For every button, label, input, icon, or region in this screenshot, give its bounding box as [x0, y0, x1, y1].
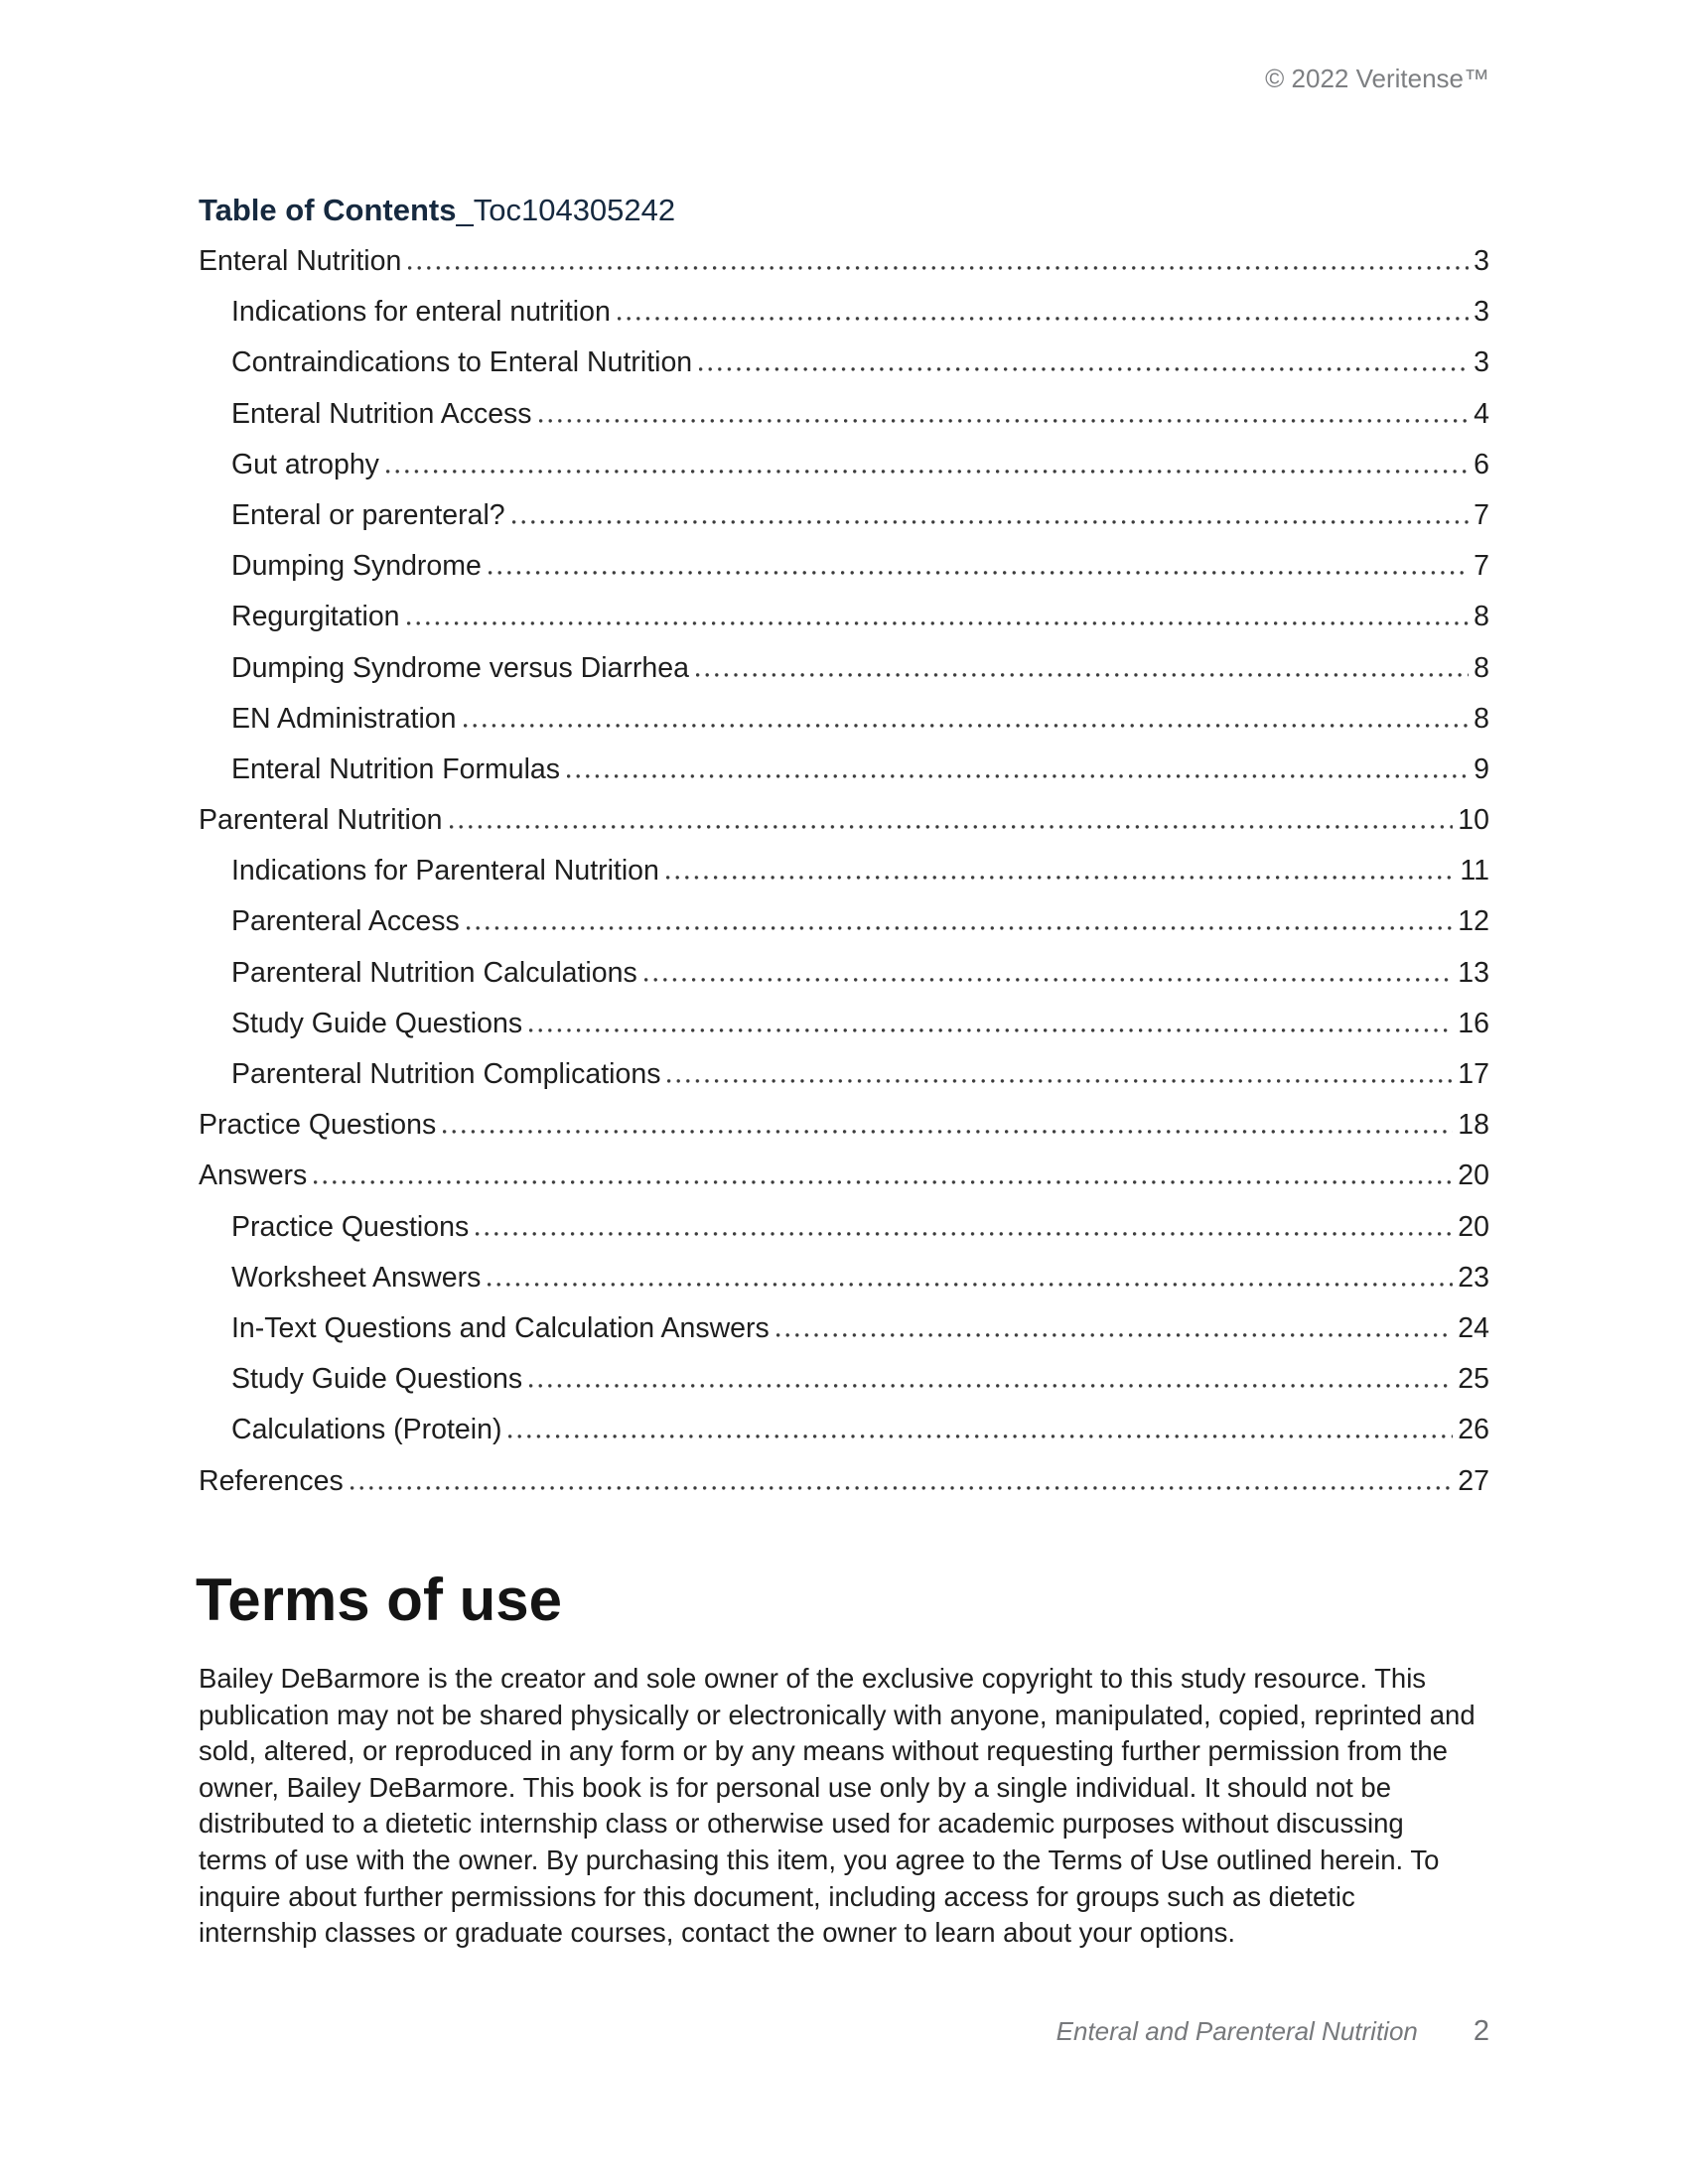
terms-paragraph-line: Bailey DeBarmore is the creator and sole owner of the exclusive copyright to this study resource. This: [199, 1663, 1427, 1694]
toc-entry[interactable]: [199, 854, 1489, 904]
terms-paragraph-line: internship classes or graduate courses, contact the owner to learn about your options.: [199, 1917, 1236, 1949]
toc-entry-page: 16: [1458, 1007, 1489, 1039]
toc-dot-leader: [386, 448, 1469, 474]
toc-entry-label: Calculations (Protein): [231, 1414, 502, 1446]
toc-entry-label: Practice Questions: [231, 1210, 470, 1243]
toc-entry-page: 27: [1458, 1464, 1489, 1497]
table-of-contents: [199, 244, 1489, 1515]
toc-entry-page: 8: [1474, 651, 1489, 684]
toc-dot-leader: [351, 1464, 1454, 1490]
toc-entry-page: 3: [1474, 296, 1489, 329]
toc-entry-label: Gut atrophy: [231, 448, 379, 480]
toc-entry-label: Indications for enteral nutrition: [231, 296, 611, 329]
toc-entry-label: Enteral Nutrition: [199, 245, 402, 277]
toc-entry-label: Worksheet Answers: [231, 1261, 482, 1294]
toc-entry-label: Enteral Nutrition Formulas: [231, 752, 561, 785]
toc-entry[interactable]: [199, 1464, 1489, 1515]
toc-entry-label: In-Text Questions and Calculation Answers: [231, 1311, 770, 1344]
toc-entry-label: Parenteral Nutrition Calculations: [231, 956, 637, 989]
toc-dot-leader: [464, 702, 1470, 728]
toc-dot-leader: [644, 956, 1454, 982]
toc-dot-leader: [450, 803, 1454, 829]
toc-entry[interactable]: [199, 549, 1489, 600]
toc-dot-leader: [314, 1159, 1453, 1184]
toc-entry-label: Enteral Nutrition Access: [231, 397, 532, 430]
toc-dot-leader: [696, 651, 1469, 677]
toc-entry[interactable]: [199, 803, 1489, 854]
toc-title-bookmark: _Toc104305242: [456, 193, 676, 227]
toc-entry[interactable]: [199, 1159, 1489, 1209]
footer-page-number: 2: [1473, 2015, 1489, 2047]
toc-entry[interactable]: [199, 345, 1489, 396]
toc-dot-leader: [476, 1210, 1453, 1236]
toc-entry-page: 10: [1458, 804, 1489, 837]
terms-paragraph-line: inquire about further permissions for this document, including access for groups such as dietetic: [199, 1880, 1355, 1912]
toc-entry-page: 8: [1474, 702, 1489, 735]
toc-entry-page: 24: [1458, 1311, 1489, 1344]
toc-dot-leader: [539, 397, 1470, 423]
toc-entry-page: 12: [1458, 905, 1489, 938]
toc-entry-label: Practice Questions: [199, 1109, 437, 1142]
toc-entry-page: 4: [1474, 397, 1489, 430]
toc-dot-leader: [776, 1311, 1454, 1337]
toc-entry[interactable]: [199, 651, 1489, 702]
toc-dot-leader: [666, 854, 1456, 880]
toc-entry-label: EN Administration: [231, 702, 457, 735]
toc-dot-leader: [488, 1261, 1453, 1287]
toc-entry-label: Study Guide Questions: [231, 1363, 523, 1396]
toc-entry[interactable]: [199, 1413, 1489, 1463]
toc-entry-page: 18: [1458, 1109, 1489, 1142]
toc-title: [199, 190, 675, 231]
toc-entry-page: 13: [1458, 956, 1489, 989]
toc-entry[interactable]: [199, 448, 1489, 498]
toc-entry-page: 3: [1474, 346, 1489, 379]
terms-paragraph: [199, 1661, 1509, 1952]
toc-entry[interactable]: [199, 498, 1489, 549]
page-footer: [1056, 2015, 1489, 2048]
toc-entry-label: Dumping Syndrome: [231, 550, 482, 583]
toc-entry-page: 17: [1458, 1058, 1489, 1090]
toc-entry-label: Regurgitation: [231, 601, 400, 633]
toc-entry-page: 26: [1458, 1414, 1489, 1446]
toc-dot-leader: [408, 244, 1469, 270]
toc-entry[interactable]: [199, 1362, 1489, 1413]
footer-doc-title: Enteral and Parenteral Nutrition: [1055, 2016, 1418, 2046]
toc-entry[interactable]: [199, 956, 1489, 1007]
toc-dot-leader: [467, 904, 1454, 930]
toc-entry-label: Study Guide Questions: [231, 1007, 523, 1039]
toc-entry[interactable]: [199, 1210, 1489, 1261]
toc-entry-label: Parenteral Access: [231, 905, 460, 938]
toc-dot-leader: [443, 1108, 1453, 1134]
toc-dot-leader: [489, 549, 1469, 575]
terms-paragraph-line: distributed to a dietetic internship class or otherwise used for academic purposes without discussing: [199, 1808, 1404, 1840]
terms-paragraph-line: terms of use with the owner. By purchasing this item, you agree to the Terms of Use outlined herein. To: [199, 1843, 1440, 1875]
toc-dot-leader: [699, 345, 1469, 371]
toc-entry[interactable]: [199, 702, 1489, 752]
terms-paragraph-line: publication may not be shared physically or electronically with anyone, manipulated, copied, reprinted and: [199, 1699, 1476, 1730]
toc-entry[interactable]: [199, 397, 1489, 448]
toc-entry[interactable]: [199, 904, 1489, 955]
toc-dot-leader: [667, 1057, 1453, 1083]
toc-entry-page: 6: [1474, 448, 1489, 480]
toc-entry[interactable]: [199, 244, 1489, 295]
toc-dot-leader: [407, 600, 1470, 625]
toc-entry-label: Parenteral Nutrition Complications: [231, 1058, 661, 1090]
toc-entry[interactable]: [199, 600, 1489, 650]
toc-dot-leader: [618, 295, 1469, 321]
toc-entry-label: Enteral or parenteral?: [231, 498, 505, 531]
toc-entry-page: 8: [1474, 601, 1489, 633]
toc-entry-label: Indications for Parenteral Nutrition: [231, 855, 659, 887]
terms-paragraph-line: sold, altered, or reproduced in any form or by any means without requesting further permission from the: [199, 1735, 1448, 1767]
toc-dot-leader: [529, 1007, 1453, 1032]
toc-entry[interactable]: [199, 1311, 1489, 1362]
toc-entry[interactable]: [199, 752, 1489, 803]
terms-paragraph-line: owner, Bailey DeBarmore. This book is for personal use only by a single individual. It should not be: [199, 1771, 1391, 1803]
toc-entry[interactable]: [199, 1007, 1489, 1057]
terms-of-use-heading: Terms of use: [196, 1567, 562, 1633]
toc-dot-leader: [508, 1413, 1453, 1438]
toc-entry[interactable]: [199, 295, 1489, 345]
toc-entry[interactable]: [199, 1057, 1489, 1108]
toc-entry-label: Dumping Syndrome versus Diarrhea: [231, 651, 689, 684]
toc-dot-leader: [567, 752, 1469, 778]
toc-entry-label: Answers: [199, 1160, 308, 1192]
toc-entry-page: 20: [1458, 1160, 1489, 1192]
toc-entry-page: 3: [1474, 245, 1489, 277]
toc-entry-label: Parenteral Nutrition: [199, 804, 443, 837]
toc-dot-leader: [512, 498, 1469, 524]
toc-entry-page: 20: [1458, 1210, 1489, 1243]
toc-title-text: Table of Contents: [199, 193, 457, 227]
toc-dot-leader: [529, 1362, 1453, 1388]
toc-entry[interactable]: [199, 1261, 1489, 1311]
toc-entry[interactable]: [199, 1108, 1489, 1159]
toc-entry-label: References: [199, 1464, 344, 1497]
toc-entry-page: 25: [1458, 1363, 1489, 1396]
toc-entry-label: Contraindications to Enteral Nutrition: [231, 346, 693, 379]
toc-entry-page: 23: [1458, 1261, 1489, 1294]
toc-entry-page: 7: [1474, 550, 1489, 583]
copyright-text: © 2022 Veritense™: [1265, 64, 1489, 93]
toc-entry-page: 9: [1474, 752, 1489, 785]
toc-entry-page: 11: [1460, 855, 1489, 887]
toc-entry-page: 7: [1474, 498, 1489, 531]
